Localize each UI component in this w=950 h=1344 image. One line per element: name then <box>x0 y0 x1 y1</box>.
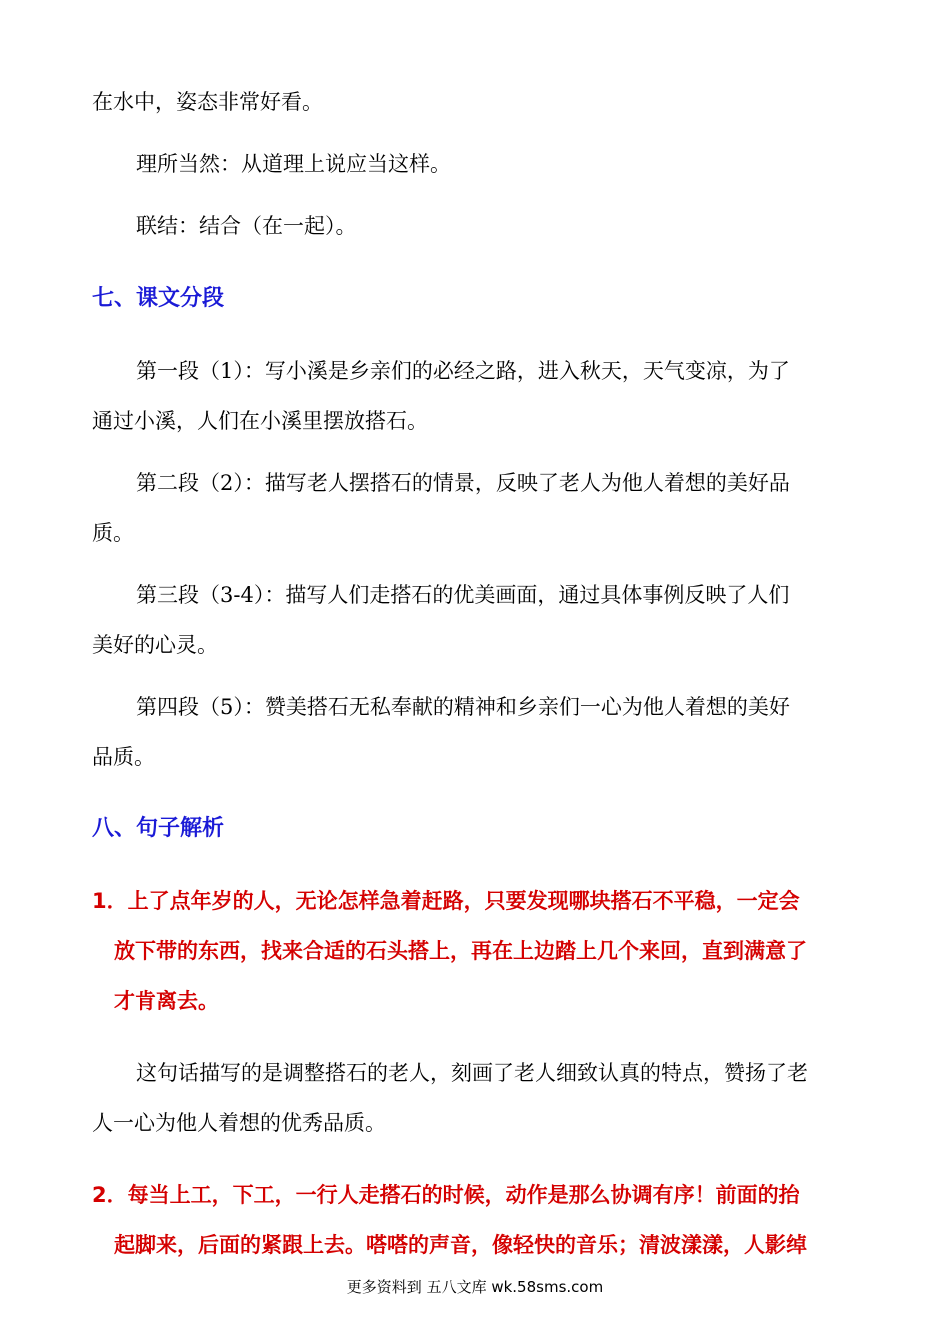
footer-watermark: 更多资料到 五八文库 wk.58sms.com <box>346 1278 604 1296</box>
section-heading: 八、句子解析 <box>92 816 225 841</box>
paragraph-line: 第二段（2）：描写老人摆搭石的情景，反映了老人为他人着想的美好品 <box>136 471 790 495</box>
paragraph-line: 第一段（1）：写小溪是乡亲们的必经之路，进入秋天，天气变凉，为了 <box>136 359 790 383</box>
quoted-sentence: 1．上了点年岁的人，无论怎样急着赶路，只要发现哪块搭石不平稳，一定会 <box>92 889 800 913</box>
quoted-sentence: 才肯离去。 <box>114 989 219 1013</box>
paragraph-line: 质。 <box>92 521 134 545</box>
quoted-sentence: 起脚来，后面的紧跟上去。嗒嗒的声音，像轻快的音乐；清波漾漾，人影绰 <box>114 1233 807 1257</box>
paragraph-line: 第三段（3-4）：描写人们走搭石的优美画面，通过具体事例反映了人们 <box>136 583 790 607</box>
analysis-line: 这句话描写的是调整搭石的老人，刻画了老人细致认真的特点，赞扬了老 <box>136 1061 808 1085</box>
paragraph-line: 在水中，姿态非常好看。 <box>92 90 323 114</box>
quoted-sentence: 放下带的东西，找来合适的石头搭上，再在上边踏上几个来回，直到满意了 <box>114 939 807 963</box>
definition-line: 理所当然：从道理上说应当这样。 <box>136 152 451 176</box>
definition-line: 联结：结合（在一起）。 <box>136 214 357 238</box>
section-heading: 七、课文分段 <box>92 286 225 311</box>
quoted-sentence: 2．每当上工，下工，一行人走搭石的时候，动作是那么协调有序！前面的抬 <box>92 1183 800 1207</box>
paragraph-line: 通过小溪，人们在小溪里摆放搭石。 <box>92 409 428 433</box>
paragraph-line: 美好的心灵。 <box>92 633 218 657</box>
paragraph-line: 第四段（5）：赞美搭石无私奉献的精神和乡亲们一心为他人着想的美好 <box>136 695 790 719</box>
analysis-line: 人一心为他人着想的优秀品质。 <box>92 1111 386 1135</box>
paragraph-line: 品质。 <box>92 745 155 769</box>
